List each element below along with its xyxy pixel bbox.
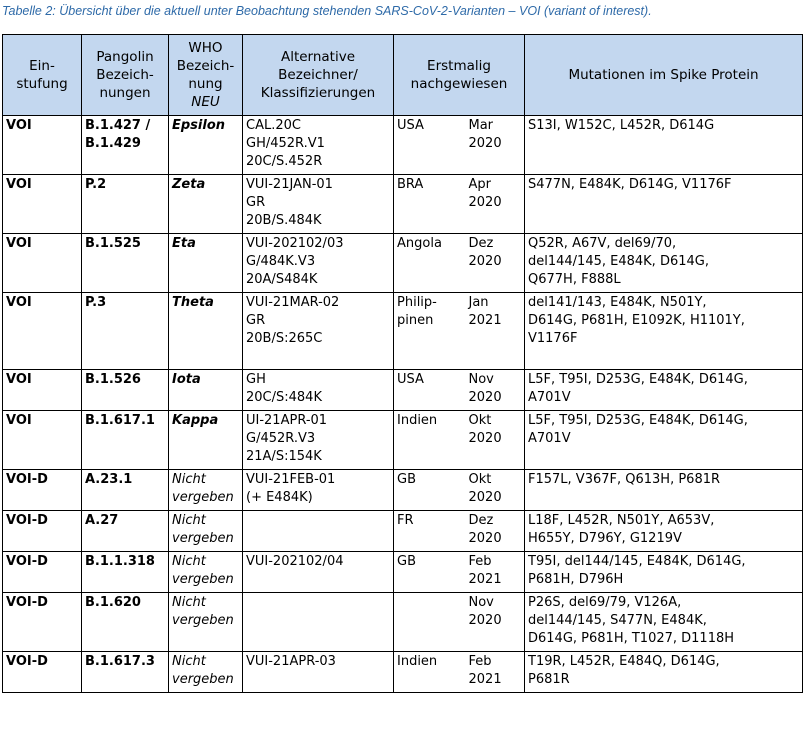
cell-einstufung: VOI-D xyxy=(3,652,82,693)
cell-country: Angola xyxy=(394,234,466,293)
cell-pangolin: B.1.427 / B.1.429 xyxy=(82,116,169,175)
cell-date: Nov 2020 xyxy=(466,370,525,411)
cell-who: Nicht vergeben xyxy=(169,552,243,593)
cell-date: Okt 2020 xyxy=(466,411,525,470)
cell-alternative: VUI-21APR-03 xyxy=(243,652,394,693)
table-row xyxy=(3,411,803,470)
cell-who: Nicht vergeben xyxy=(169,470,243,511)
cell-date: Jan 2021 xyxy=(466,293,525,370)
table-body xyxy=(3,116,803,693)
cell-pangolin: B.1.620 xyxy=(82,593,169,652)
cell-date: Apr 2020 xyxy=(466,175,525,234)
cell-pangolin: A.27 xyxy=(82,511,169,552)
header-row xyxy=(3,35,803,116)
cell-date: Mar 2020 xyxy=(466,116,525,175)
cell-mutations: T95I, del144/145, E484K, D614G, P681H, D796H xyxy=(525,552,803,593)
header-erstmalig: Erstmalig nachgewiesen xyxy=(394,35,525,116)
cell-pangolin: P.3 xyxy=(82,293,169,370)
cell-mutations: L5F, T95I, D253G, E484K, D614G, A701V xyxy=(525,411,803,470)
header-who-neu: NEU xyxy=(191,94,220,110)
cell-who: Eta xyxy=(169,234,243,293)
cell-alternative: VUI-21JAN-01 GR 20B/S.484K xyxy=(243,175,394,234)
cell-einstufung: VOI-D xyxy=(3,552,82,593)
table-row xyxy=(3,593,803,652)
table-caption: Tabelle 2: Übersicht über die aktuell unter Beobachtung stehenden SARS-CoV-2-Varianten – VOI (variant of interest). xyxy=(2,4,652,18)
cell-date: Dez 2020 xyxy=(466,234,525,293)
table-row xyxy=(3,293,803,370)
cell-einstufung: VOI xyxy=(3,234,82,293)
cell-who: Nicht vergeben xyxy=(169,652,243,693)
cell-mutations: S477N, E484K, D614G, V1176F xyxy=(525,175,803,234)
cell-mutations: T19R, L452R, E484Q, D614G, P681R xyxy=(525,652,803,693)
cell-who: Nicht vergeben xyxy=(169,593,243,652)
cell-alternative xyxy=(243,593,394,652)
header-alternative: Alternative Bezeichner/ Klassifizierungen xyxy=(243,35,394,116)
cell-pangolin: B.1.617.3 xyxy=(82,652,169,693)
cell-mutations: L18F, L452R, N501Y, A653V, H655Y, D796Y, G1219V xyxy=(525,511,803,552)
cell-einstufung: VOI xyxy=(3,370,82,411)
cell-date: Nov 2020 xyxy=(466,593,525,652)
table-row xyxy=(3,234,803,293)
cell-einstufung: VOI-D xyxy=(3,511,82,552)
cell-pangolin: B.1.526 xyxy=(82,370,169,411)
cell-who: Zeta xyxy=(169,175,243,234)
cell-who: Nicht vergeben xyxy=(169,511,243,552)
cell-who: Kappa xyxy=(169,411,243,470)
cell-einstufung: VOI-D xyxy=(3,593,82,652)
cell-alternative: VUI-202102/03 G/484K.V3 20A/S484K xyxy=(243,234,394,293)
cell-mutations: Q52R, A67V, del69/70, del144/145, E484K, D614G, Q677H, F888L xyxy=(525,234,803,293)
table-row xyxy=(3,652,803,693)
cell-alternative xyxy=(243,511,394,552)
cell-mutations: F157L, V367F, Q613H, P681R xyxy=(525,470,803,511)
table-row xyxy=(3,552,803,593)
header-pangolin: Pangolin Bezeich- nungen xyxy=(82,35,169,116)
cell-einstufung: VOI xyxy=(3,175,82,234)
cell-mutations: L5F, T95I, D253G, E484K, D614G, A701V xyxy=(525,370,803,411)
cell-country: Philip- pinen xyxy=(394,293,466,370)
cell-einstufung: VOI xyxy=(3,116,82,175)
header-who: WHO Bezeich- nung NEU xyxy=(169,35,243,116)
cell-pangolin: A.23.1 xyxy=(82,470,169,511)
cell-mutations: P26S, del69/79, V126A, del144/145, S477N, E484K, D614G, P681H, T1027, D1118H xyxy=(525,593,803,652)
cell-who: Theta xyxy=(169,293,243,370)
cell-date: Dez 2020 xyxy=(466,511,525,552)
cell-country: BRA xyxy=(394,175,466,234)
cell-pangolin: B.1.1.318 xyxy=(82,552,169,593)
cell-date: Okt 2020 xyxy=(466,470,525,511)
cell-alternative: GH 20C/S:484K xyxy=(243,370,394,411)
cell-date: Feb 2021 xyxy=(466,552,525,593)
cell-date: Feb 2021 xyxy=(466,652,525,693)
cell-alternative: VUI-21FEB-01 (+ E484K) xyxy=(243,470,394,511)
table-row xyxy=(3,470,803,511)
cell-alternative: VUI-21MAR-02 GR 20B/S:265C xyxy=(243,293,394,370)
cell-country: Indien xyxy=(394,411,466,470)
cell-einstufung: VOI-D xyxy=(3,470,82,511)
table-row xyxy=(3,116,803,175)
cell-country xyxy=(394,593,466,652)
table-row xyxy=(3,370,803,411)
cell-pangolin: B.1.525 xyxy=(82,234,169,293)
cell-einstufung: VOI xyxy=(3,411,82,470)
cell-country: USA xyxy=(394,370,466,411)
header-mutationen: Mutationen im Spike Protein xyxy=(525,35,803,116)
cell-who: Iota xyxy=(169,370,243,411)
cell-mutations: del141/143, E484K, N501Y, D614G, P681H, E1092K, H1101Y, V1176F xyxy=(525,293,803,370)
cell-einstufung: VOI xyxy=(3,293,82,370)
cell-who: Epsilon xyxy=(169,116,243,175)
header-einstufung: Ein- stufung xyxy=(3,35,82,116)
cell-country: FR xyxy=(394,511,466,552)
cell-alternative: CAL.20C GH/452R.V1 20C/S.452R xyxy=(243,116,394,175)
cell-alternative: VUI-202102/04 xyxy=(243,552,394,593)
cell-country: USA xyxy=(394,116,466,175)
cell-pangolin: B.1.617.1 xyxy=(82,411,169,470)
voi-table xyxy=(2,34,803,693)
cell-country: GB xyxy=(394,470,466,511)
cell-country: GB xyxy=(394,552,466,593)
cell-alternative: UI-21APR-01 G/452R.V3 21A/S:154K xyxy=(243,411,394,470)
cell-mutations: S13I, W152C, L452R, D614G xyxy=(525,116,803,175)
table-row xyxy=(3,175,803,234)
table-row xyxy=(3,511,803,552)
cell-country: Indien xyxy=(394,652,466,693)
cell-pangolin: P.2 xyxy=(82,175,169,234)
